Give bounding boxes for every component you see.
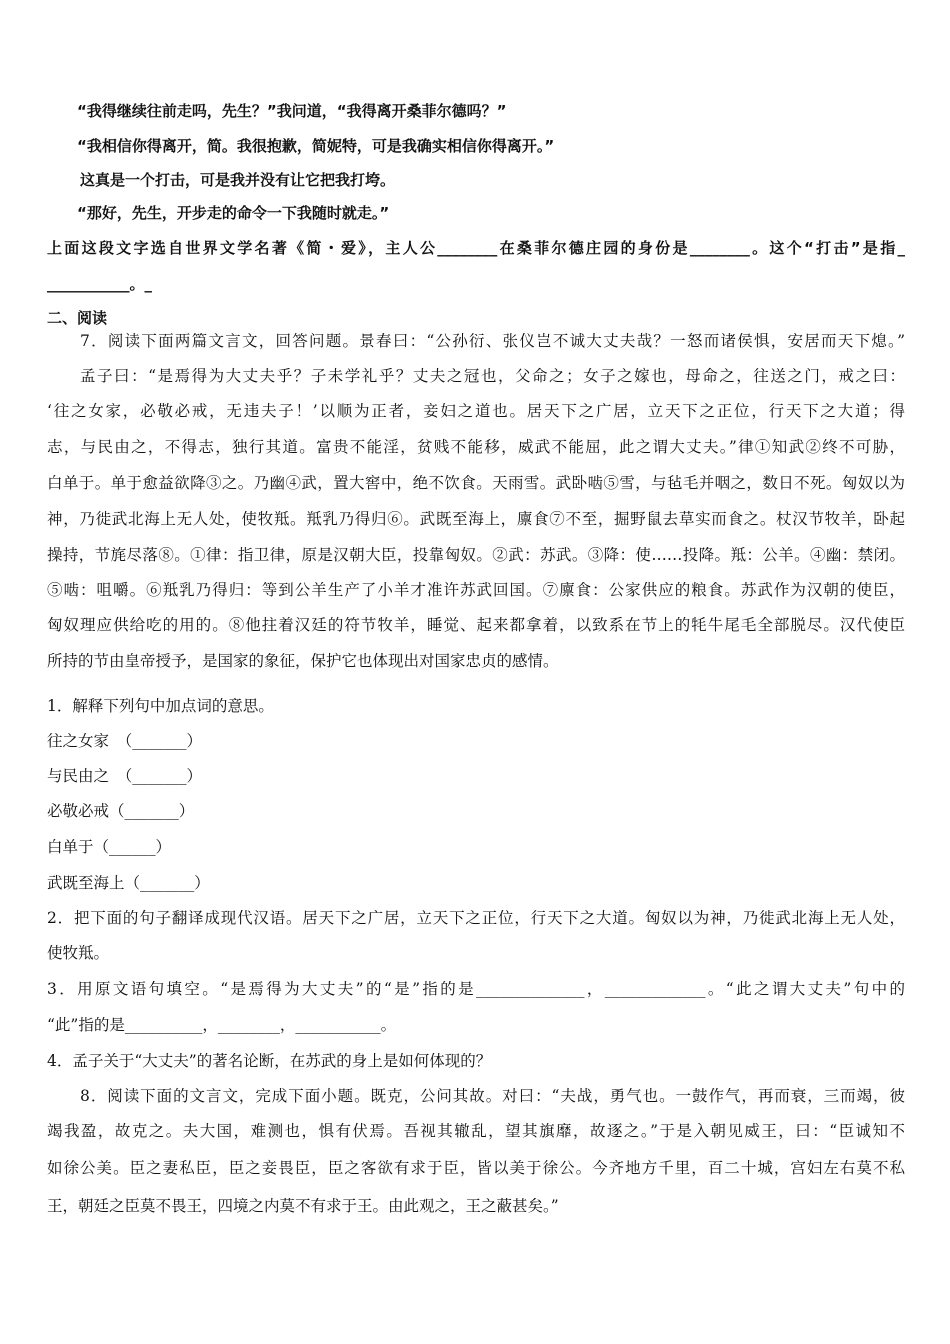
subquestion-1-item: 往之女家 （_______） [47, 732, 203, 750]
passage-line: ‘往之女家，必敬必戒，无违夫子！’以顺为正者，妾妇之道也。居天下之广居，立天下之正位，行天下之大道；得 [47, 402, 905, 420]
passage-line: 王，朝廷之臣莫不畏王，四境之内莫不有求于王。由此观之，王之蔽甚矣。” [47, 1197, 559, 1215]
subquestion-1-title: 1．解释下列句中加点词的意思。 [47, 697, 274, 715]
passage-line: 7．阅读下面两篇文言文，回答问题。景春曰：“公孙衍、张仪岂不诚大丈夫哉？一怒而诸侯惧，安居而天下熄。” [80, 332, 905, 350]
subquestion-1-item: 白单于（______） [47, 838, 172, 856]
excerpt-line: “我得继续往前走吗，先生？”我问道，“我得离开桑菲尔德吗？” [77, 102, 507, 120]
subquestion-1-item: 必敬必戒（_______） [47, 802, 195, 820]
subquestion-1-item: 与民由之 （_______） [47, 767, 203, 785]
passage-line: 匈奴理应供给吃的用的。⑧他拄着汉廷的符节牧羊，睡觉、起来都拿着，以致系在节上的牦牛尾毛全部脱尽。汉代使臣 [47, 616, 905, 634]
excerpt-line: 这真是一个打击，可是我并没有让它把我打垮。 [80, 171, 396, 189]
subquestion-2: 2．把下面的句子翻译成现代汉语。居天下之广居，立天下之正位，行天下之大道。匈奴以为神，乃徙武北海上无人处， [47, 909, 905, 927]
passage-line: 操持，节旄尽落⑧。①律：指卫律，原是汉朝大臣，投靠匈奴。②武：苏武。③降：使……投降。羝：公羊。④幽：禁闭。 [47, 546, 905, 564]
passage-line: ⑤啮：咀嚼。⑥羝乳乃得归：等到公羊生产了小羊才准许苏武回国。⑦廪食：公家供应的粮食。苏武作为汉朝的使臣， [47, 581, 905, 599]
excerpt-question-cont: ___________。_ [47, 275, 153, 293]
subquestion-3-cont: “此”指的是__________，________，___________。 [47, 1016, 397, 1034]
passage-line: 志，与民由之，不得志，独行其道。富贵不能淫，贫贱不能移，威武不能屈，此之谓大丈夫。”律①知武②终不可胁， [47, 438, 905, 456]
subquestion-4: 4．孟子关于“大丈夫”的著名论断，在苏武的身上是如何体现的？ [47, 1052, 492, 1070]
passage-line: 所持的节由皇帝授予，是国家的象征，保护它也体现出对国家忠贞的感情。 [47, 652, 559, 670]
passage-line: 8．阅读下面的文言文，完成下面小题。既克，公问其故。对曰：“夫战，勇气也。一鼓作气，再而衰，三而竭，彼 [80, 1087, 905, 1105]
passage-line: 白单于。单于愈益欲降③之。乃幽④武，置大窖中，绝不饮食。天雨雪。武卧啮⑤雪，与毡毛并咽之，数日不死。匈奴以为 [47, 474, 905, 492]
excerpt-line: “那好，先生，开步走的命令一下我随时就走。” [77, 204, 390, 222]
passage-line: 孟子曰：“是焉得为大丈夫乎？子未学礼乎？丈夫之冠也，父命之；女子之嫁也，母命之，往送之门，戒之曰： [80, 367, 905, 385]
passage-line: 竭我盈，故克之。夫大国，难测也，惧有伏焉。吾视其辙乱，望其旗靡，故逐之。”于是入朝见威王，曰：“臣诚知不 [47, 1122, 905, 1140]
passage-line: 如徐公美。臣之妻私臣，臣之妾畏臣，臣之客欲有求于臣，皆以美于徐公。今齐地方千里，百二十城，宫妇左右莫不私 [47, 1159, 905, 1177]
section-title: 二、阅读 [47, 309, 108, 327]
subquestion-1-item: 武既至海上（_______） [47, 874, 210, 892]
excerpt-question: 上面这段文字选自世界文学名著《简・爱》，主人公________在桑菲尔德庄园的身份是________。这个“打击”是指_ [47, 239, 905, 257]
excerpt-line: “我相信你得离开，简。我很抱歉，简妮特，可是我确实相信你得离开。” [77, 137, 555, 155]
passage-line: 神，乃徙武北海上无人处，使牧羝。羝乳乃得归⑥。武既至海上，廪食⑦不至，掘野鼠去草实而食之。杖汉节牧羊，卧起 [47, 510, 905, 528]
subquestion-2-cont: 使牧羝。 [47, 944, 110, 962]
subquestion-3: 3．用原文语句填空。“是焉得为大丈夫”的“是”指的是______________，_____________。“此之谓大丈夫”句中的 [47, 980, 905, 998]
